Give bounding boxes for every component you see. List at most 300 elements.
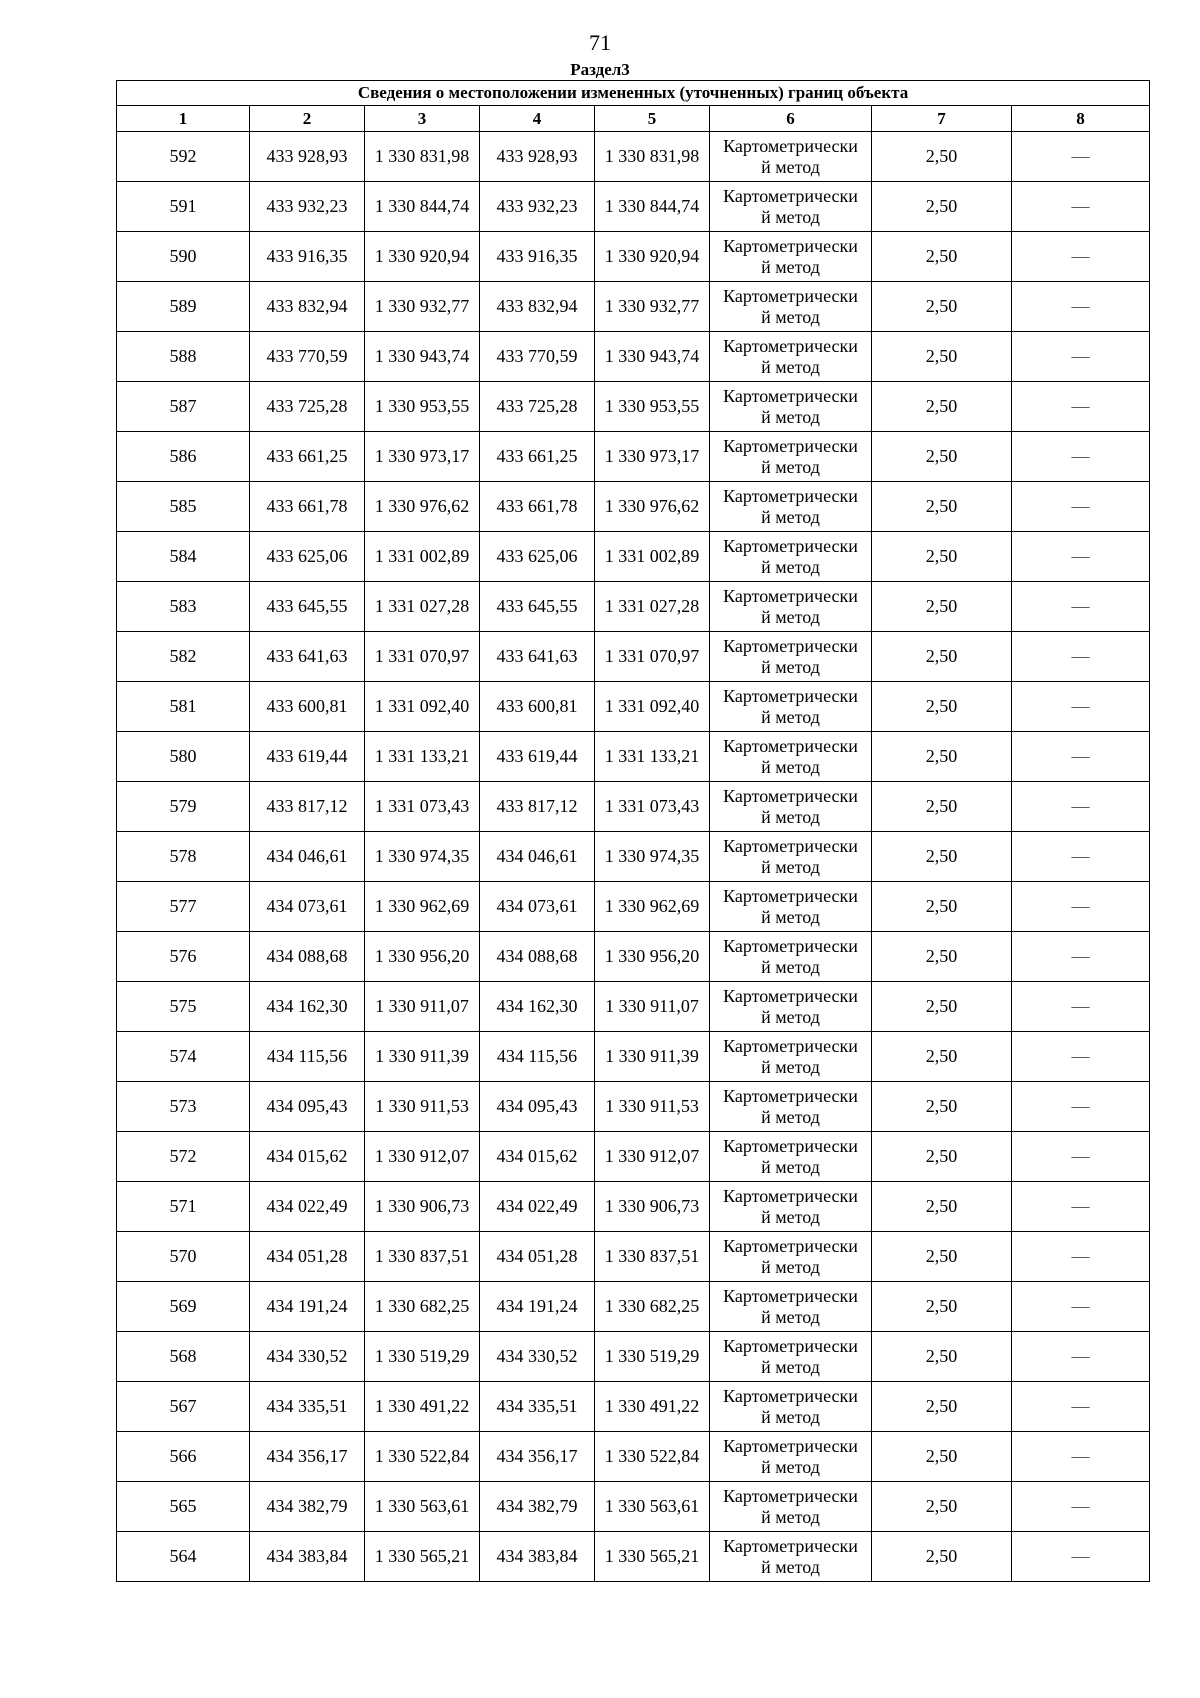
table-row [117, 182, 1150, 232]
table-row [117, 1532, 1150, 1582]
method-cell [710, 432, 872, 482]
point-number-cell: 587 [117, 382, 250, 432]
y-existing-cell: 1 331 027,28 [365, 582, 480, 632]
y-new-cell: 1 330 911,07 [595, 982, 710, 1032]
method-cell [710, 732, 872, 782]
description-cell: — [1012, 832, 1150, 882]
description-cell: — [1012, 132, 1150, 182]
x-new-cell: 433 600,81 [480, 682, 595, 732]
method-text-line-2: й метод [761, 1306, 820, 1327]
x-existing-cell: 434 335,51 [250, 1382, 365, 1432]
method-text-line-1: Картометрически [723, 185, 858, 206]
method-text-line-2: й метод [761, 1556, 820, 1577]
table-row [117, 932, 1150, 982]
x-existing-cell: 434 095,43 [250, 1082, 365, 1132]
method-text-line-2: й метод [761, 1456, 820, 1477]
y-new-cell: 1 330 563,61 [595, 1482, 710, 1532]
method-text-line-2: й метод [761, 756, 820, 777]
point-number-cell: 581 [117, 682, 250, 732]
method-text-line-2: й метод [761, 806, 820, 827]
column-number-7: 7 [872, 106, 1012, 132]
description-cell: — [1012, 732, 1150, 782]
method-text-line-1: Картометрически [723, 335, 858, 356]
x-existing-cell: 433 725,28 [250, 382, 365, 432]
description-cell: — [1012, 432, 1150, 482]
x-new-cell: 434 046,61 [480, 832, 595, 882]
y-existing-cell: 1 331 092,40 [365, 682, 480, 732]
point-number-cell: 582 [117, 632, 250, 682]
point-number-cell: 575 [117, 982, 250, 1032]
table-row [117, 982, 1150, 1032]
y-new-cell: 1 330 953,55 [595, 382, 710, 432]
y-new-cell: 1 330 519,29 [595, 1332, 710, 1382]
x-existing-cell: 433 600,81 [250, 682, 365, 732]
method-text-line-2: й метод [761, 1106, 820, 1127]
table-row [117, 832, 1150, 882]
method-text-line-2: й метод [761, 856, 820, 877]
x-existing-cell: 433 619,44 [250, 732, 365, 782]
accuracy-cell: 2,50 [872, 1432, 1012, 1482]
table-row [117, 682, 1150, 732]
y-new-cell: 1 331 133,21 [595, 732, 710, 782]
y-existing-cell: 1 330 837,51 [365, 1232, 480, 1282]
y-existing-cell: 1 330 911,07 [365, 982, 480, 1032]
x-new-cell: 433 770,59 [480, 332, 595, 382]
point-number-cell: 586 [117, 432, 250, 482]
method-text-line-1: Картометрически [723, 535, 858, 556]
point-number-cell: 589 [117, 282, 250, 332]
y-new-cell: 1 330 943,74 [595, 332, 710, 382]
y-existing-cell: 1 331 070,97 [365, 632, 480, 682]
description-cell: — [1012, 1232, 1150, 1282]
y-new-cell: 1 330 911,39 [595, 1032, 710, 1082]
point-number-cell: 578 [117, 832, 250, 882]
point-number-cell: 579 [117, 782, 250, 832]
x-new-cell: 434 073,61 [480, 882, 595, 932]
column-number-row [117, 106, 1150, 132]
method-text-line-2: й метод [761, 706, 820, 727]
accuracy-cell: 2,50 [872, 1182, 1012, 1232]
description-cell: — [1012, 1482, 1150, 1532]
description-cell: — [1012, 282, 1150, 332]
table-caption: Сведения о местоположении измененных (уточненных) границ объекта [117, 81, 1150, 106]
y-existing-cell: 1 330 932,77 [365, 282, 480, 332]
y-new-cell: 1 330 831,98 [595, 132, 710, 182]
accuracy-cell: 2,50 [872, 1332, 1012, 1382]
point-number-cell: 569 [117, 1282, 250, 1332]
x-existing-cell: 433 932,23 [250, 182, 365, 232]
accuracy-cell: 2,50 [872, 1482, 1012, 1532]
point-number-cell: 576 [117, 932, 250, 982]
accuracy-cell: 2,50 [872, 1532, 1012, 1582]
y-new-cell: 1 331 027,28 [595, 582, 710, 632]
description-cell: — [1012, 482, 1150, 532]
description-cell: — [1012, 332, 1150, 382]
table-row [117, 582, 1150, 632]
accuracy-cell: 2,50 [872, 132, 1012, 182]
x-new-cell: 433 928,93 [480, 132, 595, 182]
y-existing-cell: 1 330 522,84 [365, 1432, 480, 1482]
method-text-line-1: Картометрически [723, 685, 858, 706]
method-cell [710, 1032, 872, 1082]
method-text-line-1: Картометрически [723, 835, 858, 856]
x-existing-cell: 434 162,30 [250, 982, 365, 1032]
method-text-line-1: Картометрически [723, 635, 858, 656]
method-text-line-1: Картометрически [723, 235, 858, 256]
method-cell [710, 982, 872, 1032]
table-row [117, 1032, 1150, 1082]
y-existing-cell: 1 331 073,43 [365, 782, 480, 832]
x-new-cell: 434 191,24 [480, 1282, 595, 1332]
column-number-8: 8 [1012, 106, 1150, 132]
x-existing-cell: 433 770,59 [250, 332, 365, 382]
y-existing-cell: 1 330 844,74 [365, 182, 480, 232]
point-number-cell: 565 [117, 1482, 250, 1532]
y-existing-cell: 1 330 565,21 [365, 1532, 480, 1582]
x-existing-cell: 433 645,55 [250, 582, 365, 632]
y-new-cell: 1 330 962,69 [595, 882, 710, 932]
point-number-cell: 592 [117, 132, 250, 182]
x-new-cell: 434 022,49 [480, 1182, 595, 1232]
point-number-cell: 580 [117, 732, 250, 782]
method-cell [710, 782, 872, 832]
x-new-cell: 434 051,28 [480, 1232, 595, 1282]
y-existing-cell: 1 330 911,39 [365, 1032, 480, 1082]
method-text-line-1: Картометрически [723, 135, 858, 156]
method-text-line-2: й метод [761, 1206, 820, 1227]
x-existing-cell: 434 088,68 [250, 932, 365, 982]
x-existing-cell: 434 191,24 [250, 1282, 365, 1332]
x-new-cell: 433 645,55 [480, 582, 595, 632]
x-new-cell: 433 817,12 [480, 782, 595, 832]
y-new-cell: 1 330 522,84 [595, 1432, 710, 1482]
table-row [117, 1432, 1150, 1482]
x-new-cell: 434 330,52 [480, 1332, 595, 1382]
accuracy-cell: 2,50 [872, 982, 1012, 1032]
method-text-line-2: й метод [761, 1156, 820, 1177]
method-cell [710, 1082, 872, 1132]
point-number-cell: 568 [117, 1332, 250, 1382]
point-number-cell: 564 [117, 1532, 250, 1582]
y-new-cell: 1 331 002,89 [595, 532, 710, 582]
accuracy-cell: 2,50 [872, 532, 1012, 582]
y-new-cell: 1 330 565,21 [595, 1532, 710, 1582]
page-number: 71 [589, 30, 611, 55]
table-row [117, 1332, 1150, 1382]
accuracy-cell: 2,50 [872, 832, 1012, 882]
description-cell: — [1012, 1282, 1150, 1332]
y-existing-cell: 1 330 831,98 [365, 132, 480, 182]
method-cell [710, 832, 872, 882]
x-new-cell: 433 661,25 [480, 432, 595, 482]
method-cell [710, 882, 872, 932]
y-new-cell: 1 330 976,62 [595, 482, 710, 532]
x-new-cell: 434 383,84 [480, 1532, 595, 1582]
y-existing-cell: 1 330 976,62 [365, 482, 480, 532]
method-text-line-1: Картометрически [723, 1185, 858, 1206]
boundary-coordinates-table [116, 80, 1150, 1582]
method-text-line-2: й метод [761, 406, 820, 427]
method-cell [710, 632, 872, 682]
method-cell [710, 1532, 872, 1582]
accuracy-cell: 2,50 [872, 1232, 1012, 1282]
method-text-line-2: й метод [761, 1506, 820, 1527]
point-number-cell: 591 [117, 182, 250, 232]
table-row [117, 532, 1150, 582]
method-text-line-1: Картометрически [723, 735, 858, 756]
table-row [117, 1482, 1150, 1532]
accuracy-cell: 2,50 [872, 432, 1012, 482]
table-row [117, 1182, 1150, 1232]
description-cell: — [1012, 1032, 1150, 1082]
x-existing-cell: 433 661,78 [250, 482, 365, 532]
y-existing-cell: 1 330 563,61 [365, 1482, 480, 1532]
description-cell: — [1012, 532, 1150, 582]
method-text-line-2: й метод [761, 1406, 820, 1427]
point-number-cell: 566 [117, 1432, 250, 1482]
table-row [117, 782, 1150, 832]
method-text-line-2: й метод [761, 906, 820, 927]
accuracy-cell: 2,50 [872, 732, 1012, 782]
y-existing-cell: 1 330 974,35 [365, 832, 480, 882]
y-existing-cell: 1 330 953,55 [365, 382, 480, 432]
y-new-cell: 1 330 912,07 [595, 1132, 710, 1182]
section-label: Раздел3 [570, 60, 630, 79]
method-text-line-1: Картометрически [723, 1535, 858, 1556]
x-existing-cell: 434 356,17 [250, 1432, 365, 1482]
method-cell [710, 1282, 872, 1332]
point-number-cell: 585 [117, 482, 250, 532]
y-existing-cell: 1 330 911,53 [365, 1082, 480, 1132]
table-body [117, 132, 1150, 1582]
x-existing-cell: 433 916,35 [250, 232, 365, 282]
table-row [117, 1382, 1150, 1432]
point-number-cell: 588 [117, 332, 250, 382]
y-new-cell: 1 330 920,94 [595, 232, 710, 282]
method-text-line-1: Картометрически [723, 1335, 858, 1356]
method-text-line-1: Картометрически [723, 485, 858, 506]
accuracy-cell: 2,50 [872, 282, 1012, 332]
description-cell: — [1012, 1432, 1150, 1482]
table-row [117, 1132, 1150, 1182]
description-cell: — [1012, 682, 1150, 732]
x-existing-cell: 433 928,93 [250, 132, 365, 182]
description-cell: — [1012, 782, 1150, 832]
y-new-cell: 1 330 837,51 [595, 1232, 710, 1282]
y-existing-cell: 1 331 002,89 [365, 532, 480, 582]
method-cell [710, 132, 872, 182]
x-existing-cell: 434 015,62 [250, 1132, 365, 1182]
table-row [117, 282, 1150, 332]
point-number-cell: 574 [117, 1032, 250, 1082]
point-number-cell: 584 [117, 532, 250, 582]
y-new-cell: 1 331 073,43 [595, 782, 710, 832]
description-cell: — [1012, 1082, 1150, 1132]
method-text-line-2: й метод [761, 556, 820, 577]
column-number-2: 2 [250, 106, 365, 132]
accuracy-cell: 2,50 [872, 932, 1012, 982]
y-existing-cell: 1 330 956,20 [365, 932, 480, 982]
y-new-cell: 1 331 070,97 [595, 632, 710, 682]
description-cell: — [1012, 982, 1150, 1032]
point-number-cell: 590 [117, 232, 250, 282]
method-text-line-1: Картометрически [723, 1085, 858, 1106]
description-cell: — [1012, 1132, 1150, 1182]
description-cell: — [1012, 232, 1150, 282]
y-existing-cell: 1 330 962,69 [365, 882, 480, 932]
column-number-4: 4 [480, 106, 595, 132]
description-cell: — [1012, 632, 1150, 682]
method-text-line-2: й метод [761, 1006, 820, 1027]
accuracy-cell: 2,50 [872, 482, 1012, 532]
x-new-cell: 434 015,62 [480, 1132, 595, 1182]
method-cell [710, 532, 872, 582]
accuracy-cell: 2,50 [872, 1082, 1012, 1132]
x-existing-cell: 434 051,28 [250, 1232, 365, 1282]
x-existing-cell: 434 115,56 [250, 1032, 365, 1082]
method-text-line-1: Картометрически [723, 1035, 858, 1056]
y-new-cell: 1 330 844,74 [595, 182, 710, 232]
method-text-line-1: Картометрически [723, 385, 858, 406]
y-existing-cell: 1 330 682,25 [365, 1282, 480, 1332]
description-cell: — [1012, 582, 1150, 632]
x-new-cell: 433 932,23 [480, 182, 595, 232]
method-text-line-2: й метод [761, 206, 820, 227]
method-cell [710, 282, 872, 332]
accuracy-cell: 2,50 [872, 632, 1012, 682]
x-new-cell: 434 115,56 [480, 1032, 595, 1082]
y-existing-cell: 1 330 912,07 [365, 1132, 480, 1182]
x-new-cell: 434 162,30 [480, 982, 595, 1032]
description-cell: — [1012, 1532, 1150, 1582]
y-existing-cell: 1 330 973,17 [365, 432, 480, 482]
description-cell: — [1012, 1182, 1150, 1232]
x-new-cell: 433 832,94 [480, 282, 595, 332]
x-existing-cell: 433 817,12 [250, 782, 365, 832]
table-row [117, 632, 1150, 682]
method-text-line-2: й метод [761, 606, 820, 627]
accuracy-cell: 2,50 [872, 232, 1012, 282]
accuracy-cell: 2,50 [872, 332, 1012, 382]
method-cell [710, 1332, 872, 1382]
y-new-cell: 1 330 491,22 [595, 1382, 710, 1432]
table-row [117, 732, 1150, 782]
x-existing-cell: 434 022,49 [250, 1182, 365, 1232]
accuracy-cell: 2,50 [872, 182, 1012, 232]
method-cell [710, 1182, 872, 1232]
method-cell [710, 232, 872, 282]
method-text-line-2: й метод [761, 256, 820, 277]
accuracy-cell: 2,50 [872, 582, 1012, 632]
x-new-cell: 433 625,06 [480, 532, 595, 582]
point-number-cell: 567 [117, 1382, 250, 1432]
description-cell: — [1012, 882, 1150, 932]
x-new-cell: 433 661,78 [480, 482, 595, 532]
method-text-line-1: Картометрически [723, 1485, 858, 1506]
method-cell [710, 1232, 872, 1282]
point-number-cell: 577 [117, 882, 250, 932]
method-cell [710, 382, 872, 432]
method-text-line-2: й метод [761, 356, 820, 377]
method-text-line-2: й метод [761, 1256, 820, 1277]
y-existing-cell: 1 330 906,73 [365, 1182, 480, 1232]
method-text-line-2: й метод [761, 156, 820, 177]
method-cell [710, 182, 872, 232]
method-text-line-1: Картометрически [723, 1135, 858, 1156]
table-row [117, 382, 1150, 432]
x-new-cell: 433 619,44 [480, 732, 595, 782]
method-text-line-1: Картометрически [723, 985, 858, 1006]
description-cell: — [1012, 382, 1150, 432]
y-new-cell: 1 331 092,40 [595, 682, 710, 732]
table-row [117, 482, 1150, 532]
column-number-3: 3 [365, 106, 480, 132]
method-cell [710, 482, 872, 532]
method-text-line-1: Картометрически [723, 435, 858, 456]
method-text-line-1: Картометрически [723, 1435, 858, 1456]
table-row [117, 1082, 1150, 1132]
method-text-line-2: й метод [761, 1356, 820, 1377]
table-row [117, 1282, 1150, 1332]
y-new-cell: 1 330 932,77 [595, 282, 710, 332]
method-cell [710, 332, 872, 382]
point-number-cell: 572 [117, 1132, 250, 1182]
accuracy-cell: 2,50 [872, 1282, 1012, 1332]
point-number-cell: 573 [117, 1082, 250, 1132]
column-number-6: 6 [710, 106, 872, 132]
column-number-1: 1 [117, 106, 250, 132]
x-existing-cell: 434 046,61 [250, 832, 365, 882]
y-new-cell: 1 330 973,17 [595, 432, 710, 482]
method-text-line-2: й метод [761, 1056, 820, 1077]
point-number-cell: 571 [117, 1182, 250, 1232]
y-existing-cell: 1 330 943,74 [365, 332, 480, 382]
x-existing-cell: 433 641,63 [250, 632, 365, 682]
method-text-line-2: й метод [761, 506, 820, 527]
x-new-cell: 434 335,51 [480, 1382, 595, 1432]
y-new-cell: 1 330 956,20 [595, 932, 710, 982]
method-text-line-1: Картометрически [723, 285, 858, 306]
accuracy-cell: 2,50 [872, 1382, 1012, 1432]
y-new-cell: 1 330 906,73 [595, 1182, 710, 1232]
accuracy-cell: 2,50 [872, 1032, 1012, 1082]
x-existing-cell: 434 330,52 [250, 1332, 365, 1382]
method-text-line-1: Картометрически [723, 1385, 858, 1406]
accuracy-cell: 2,50 [872, 682, 1012, 732]
y-existing-cell: 1 330 491,22 [365, 1382, 480, 1432]
y-existing-cell: 1 330 920,94 [365, 232, 480, 282]
point-number-cell: 570 [117, 1232, 250, 1282]
description-cell: — [1012, 932, 1150, 982]
x-new-cell: 434 382,79 [480, 1482, 595, 1532]
y-new-cell: 1 330 682,25 [595, 1282, 710, 1332]
method-text-line-2: й метод [761, 306, 820, 327]
method-text-line-1: Картометрически [723, 585, 858, 606]
x-new-cell: 433 725,28 [480, 382, 595, 432]
table-row [117, 332, 1150, 382]
x-new-cell: 433 641,63 [480, 632, 595, 682]
method-text-line-2: й метод [761, 956, 820, 977]
x-new-cell: 434 088,68 [480, 932, 595, 982]
description-cell: — [1012, 1382, 1150, 1432]
x-existing-cell: 433 661,25 [250, 432, 365, 482]
method-text-line-2: й метод [761, 656, 820, 677]
method-cell [710, 682, 872, 732]
description-cell: — [1012, 1332, 1150, 1382]
y-existing-cell: 1 330 519,29 [365, 1332, 480, 1382]
table-row [117, 432, 1150, 482]
accuracy-cell: 2,50 [872, 1132, 1012, 1182]
